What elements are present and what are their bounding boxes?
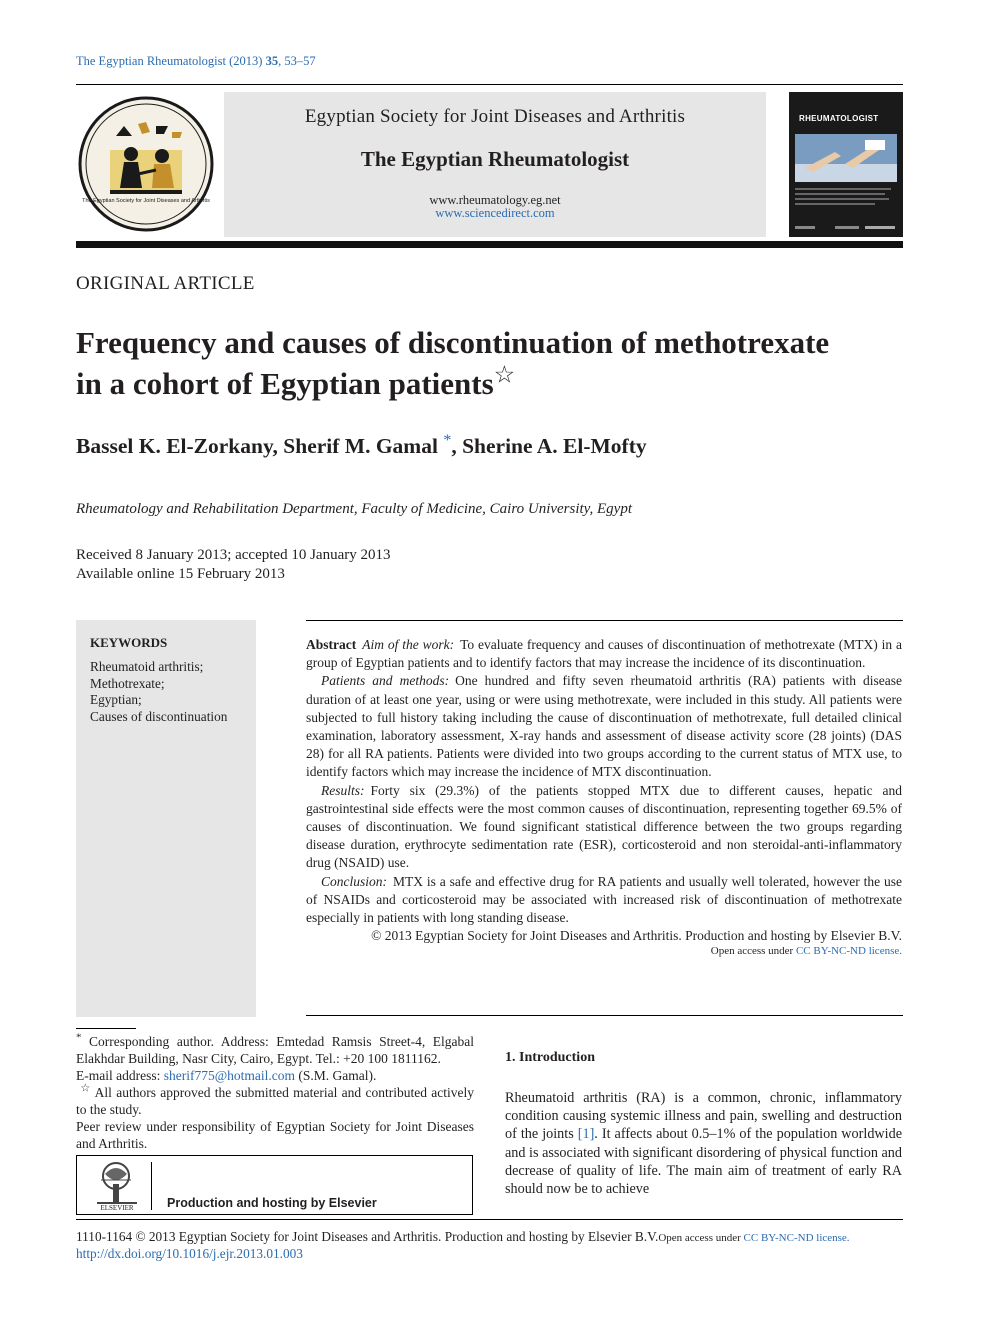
available-date: Available online 15 February 2013 [76,566,285,582]
intro-text-part: Rheumatoid arthritis (RA) is a common, chronic, inflammatory condition causing systemic illness and pain, swelling and destruction of the joints [505,1090,902,1143]
citation-pages: , 53–57 [278,54,316,68]
open-access-prefix: Open access under [710,945,796,958]
article-type: ORIGINAL ARTICLE [76,273,255,294]
abstract [306,636,902,958]
elsevier-hosting-text: Production and hosting by Elsevier [167,1196,377,1210]
email-link[interactable]: sherif775@hotmail.com [163,1068,296,1083]
methods-label: Patients and methods: [321,673,450,689]
abstract-methods [306,672,902,781]
title-line-1: Frequency and causes of discontinuation of methotrexate [76,325,830,360]
footnote-mark: ☆ [80,1082,92,1095]
abstract-label: Abstract [306,637,357,652]
journal-url[interactable]: www.rheumatology.eg.net [429,193,561,207]
footer-license-link[interactable]: CC BY-NC-ND license. [743,1232,850,1244]
abstract-rule [306,1015,903,1016]
journal-cover-image[interactable] [789,92,903,237]
footer-open-access-prefix: Open access under [658,1232,744,1244]
elsevier-box [76,1155,473,1215]
header-rule [76,84,903,85]
citation-journal: The Egyptian Rheumatologist (2013) [76,54,263,68]
society-logo-icon [76,96,216,232]
society-name: Egyptian Society for Joint Diseases and Arthritis [304,106,686,127]
footer-rule [76,1219,903,1220]
keyword-item: Causes of discontinuation [90,708,228,724]
author-name: Sherif M. Gamal [283,434,444,458]
corresponding-author-mark[interactable]: * [443,431,452,449]
conclusion-text: MTX is a safe and effective drug for RA patients and usually well tolerated, however the use of NSAIDs and corticosteroid may be associated with increased risk of discontinuation of methotrexate especially in patients with long standing disease. [306,873,902,926]
citation-volume: 35 [265,54,279,68]
keyword-item: Rheumatoid arthritis; [90,659,204,674]
keywords-heading: KEYWORDS [90,635,168,650]
corresponding-footnote [76,1033,474,1067]
copyright-line: © 2013 Egyptian Society for Joint Diseases and Arthritis. Production and hosting by Elsevier B.V. [371,928,902,944]
aim-text: To evaluate frequency and causes of discontinuation of methotrexate (MTX) in a group of Egyptian patients and to identify factors that may increase the incidence of its discontinuation. [306,637,902,671]
results-label: Results: [321,782,365,798]
abstract-aim [306,636,902,672]
elsevier-logo-text: ELSEVIER [100,1204,134,1212]
cover-photo-icon [795,134,897,182]
corresponding-text: Corresponding author. Address: Emtedad Ramsis Street-4, Elgabal Elakhdar Building, Nasr City, Cairo, Egypt. Tel.: +20 100 1811162. [76,1034,474,1066]
reference-link[interactable]: [1] [577,1126,595,1143]
email-suffix: (S.M. Gamal). [295,1068,377,1083]
abstract-results [306,782,902,873]
results-text: Forty six (29.3%) of the patients stopped MTX due to different causes, hepatic and gastrointestinal side effects were the most common causes of discontinuation, representing together 69.5% of causes of discontinuation. We found significant statistical difference between the two groups regarding disease duration, erythrocyte sedimentation rate (ESR), corticosteroid and non steroidal-anti-inflammatory drug (NSAID) use. [306,782,902,871]
title-footnote-mark[interactable]: ☆ [493,362,516,389]
keyword-item: Egyptian; [90,692,142,707]
issn-text: 1110-1164 © 2013 Egyptian Society for Joint Diseases and Arthritis. Production and hosting by Elsevier B.V. [76,1229,659,1244]
author-name: Bassel K. El-Zorkany, [76,434,284,458]
article-title [76,322,906,404]
cover-title: RHEUMATOLOGIST [799,114,879,123]
elsevier-logo-icon[interactable] [93,1160,141,1212]
footnote-rule [76,1028,136,1029]
received-date: Received 8 January 2013; accepted 10 January 2013 [76,547,391,563]
license-link[interactable]: CC BY-NC-ND license. [795,945,902,958]
footer-issn-line [76,1229,850,1245]
abstract-rule [306,620,903,621]
introduction-text [505,1089,902,1198]
aim-label: Aim of the work: [362,637,455,652]
peer-review-note: Peer review under responsibility of Egyptian Society for Joint Diseases and Arthritis. [76,1119,474,1151]
introduction-heading: 1. Introduction [505,1050,595,1065]
abstract-conclusion [306,873,902,928]
logo-caption: The Egyptian Society for Joint Diseases and Arthritis [82,198,210,204]
author-name: , Sherine A. El-Mofty [451,434,647,458]
keyword-item: Methotrexate; [90,675,165,691]
footnote-mark: * [76,1031,82,1044]
doi-link[interactable]: http://dx.doi.org/10.1016/j.ejr.2013.01.003 [76,1246,303,1261]
title-line-2: in a cohort of Egyptian patients [76,366,494,401]
intro-text-part: . It affects about 0.5–1% of the population worldwide and is associated with significant disordering of physical function and decrease of quality of life. The main aim of treatment of early RA should now be to achieve [505,1126,902,1198]
methods-text: One hundred and fifty seven rheumatoid arthritis (RA) patients with disease duration of at least one year, using or were using methotrexate, were included in this study. All patients were subjected to full history taking including the cause of discontinuation of methotrexate, full detailed clinical examination, laboratory assessment, X-ray hands and assessment of disease activity score (28 joints) (DAS 28) for all RA patients. Patients were divided into two groups according to the current status of MTX use, to identify factors which may increase the incidence of MTX discontinuation. [306,673,902,780]
sciencedirect-link[interactable]: www.sciencedirect.com [435,206,555,220]
conclusion-label: Conclusion: [321,873,387,889]
author-list [76,431,647,459]
contribution-footnote [76,1084,474,1118]
keywords-box [76,620,256,1017]
open-access-line [306,945,902,958]
footnotes [76,1033,474,1152]
email-line [76,1067,474,1084]
header-thick-rule [76,241,903,248]
article-dates [76,546,390,584]
email-label: E-mail address: [76,1068,164,1083]
cover-footer-icon [795,224,897,232]
affiliation: Rheumatology and Rehabilitation Department, Faculty of Medicine, Cairo University, Egypt [76,501,633,517]
journal-name: The Egyptian Rheumatologist [360,147,630,171]
contribution-text: All authors approved the submitted material and contributed actively to the study. [76,1085,474,1117]
journal-citation[interactable] [76,54,316,69]
elsevier-divider [151,1162,152,1210]
cover-text-block-icon [795,188,897,208]
journal-banner [224,92,766,237]
keywords-list [90,659,227,725]
